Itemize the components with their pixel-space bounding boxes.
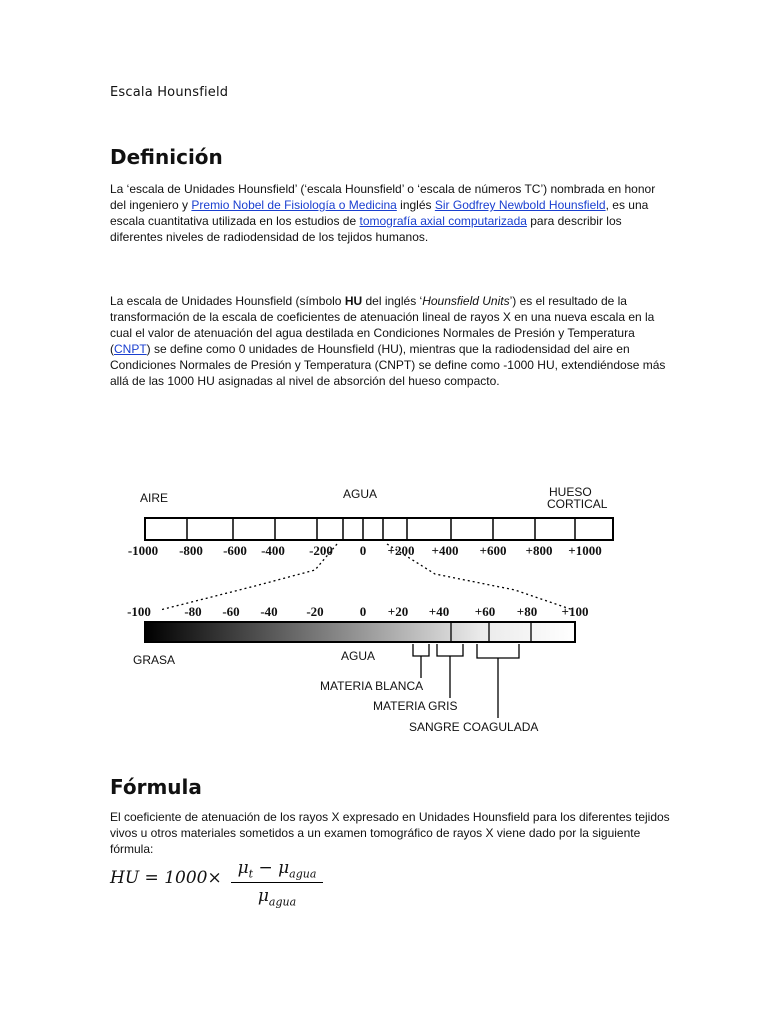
paragraph-definicion (110, 181, 670, 245)
gray-gradient-bar (145, 622, 575, 642)
top-tick: -800 (179, 543, 203, 558)
label-aire: AIRE (140, 491, 169, 505)
top-scale-bar (145, 518, 613, 540)
document-title: Escala Hounsfield (110, 85, 229, 100)
label-sangre-coagulada: SANGRE COAGULADA (409, 720, 539, 734)
text-run: inglés (396, 198, 435, 212)
bottom-tick: +80 (516, 604, 538, 619)
bracket-materia-blanca (413, 644, 429, 656)
italic-hounsfield-units: Hounsfield Units (422, 294, 510, 308)
text-run: para describir los diferentes niveles de radiodensidad de los tejidos humanos. (110, 214, 622, 244)
bold-hu: HU (344, 294, 363, 308)
bottom-tick: +20 (387, 604, 409, 619)
text-run: , es una escala cuantitativa utilizada en los estudios de (110, 198, 649, 228)
link-tomografia[interactable]: tomografía axial computarizada (359, 214, 527, 228)
paragraph-formula: El coeficiente de atenuación de los rayos X expresado en Unidades Hounsfield para los diferentes tejidos vivos u otros materiales sometidos a un examen tomográfico de rayos X viene dado por la siguiente fórmula: (110, 810, 670, 856)
formula-fraction (231, 858, 323, 909)
top-tick: +200 (387, 543, 415, 558)
top-tick: +400 (431, 543, 459, 558)
bottom-tick: +40 (428, 604, 450, 619)
formula-lhs: HU = 1000× (110, 868, 222, 888)
top-tick: -600 (223, 543, 247, 558)
text-run: ) se define como 0 unidades de Hounsfield (HU), mientras que la radiodensidad del aire en Condiciones Normales de Presión y Temperatura (CNPT) se define como -1000 HU, extendiéndose más allá de las 1000 HU asignadas al nivel de absorción del hueso compacto. (110, 342, 666, 388)
bottom-tick: +60 (474, 604, 496, 619)
text-run: del inglés ‘ (362, 294, 423, 308)
label-hueso: HUESO (549, 485, 592, 499)
top-tick: +600 (479, 543, 507, 558)
mu-symbol: μ (257, 886, 269, 907)
link-premio-nobel[interactable]: Premio Nobel de Fisiología o Medicina (191, 198, 397, 212)
formula-numerator (231, 858, 323, 880)
text-run: ’) es el resultado de la transformación de la escala de coeficientes de atenuación lineal de rayos X en una nueva escala en la cual el valor de atenuación del agua destilada en Condiciones Normales de Presión y Temperatura ( (110, 294, 655, 356)
heading-formula: Fórmula (110, 775, 202, 799)
top-tick: -400 (261, 543, 285, 558)
label-grasa: GRASA (133, 653, 176, 667)
text-run: La escala de Unidades Hounsfield (símbolo (110, 294, 345, 308)
link-hounsfield[interactable]: Sir Godfrey Newbold Hounsfield (434, 198, 606, 212)
label-materia-blanca: MATERIA BLANCA (320, 679, 424, 693)
bottom-tick: 0 (359, 604, 367, 619)
sub-agua: agua (289, 867, 317, 881)
hounsfield-scale-figure (115, 478, 635, 740)
bottom-tick: +100 (561, 604, 589, 619)
minus-mu: − μ (253, 858, 290, 878)
paragraph-escala (110, 293, 670, 389)
top-tick: +800 (525, 543, 553, 558)
bottom-tick: -60 (222, 604, 240, 619)
bottom-tick: -80 (184, 604, 202, 619)
bracket-sangre (477, 644, 519, 658)
label-materia-gris: MATERIA GRIS (373, 699, 458, 713)
bottom-tick: -20 (306, 604, 324, 619)
label-agua-top: AGUA (343, 487, 378, 501)
bottom-tick: -100 (127, 604, 151, 619)
mu-symbol: μ (237, 858, 249, 878)
top-tick: +1000 (568, 543, 602, 558)
bottom-tick: -40 (260, 604, 278, 619)
formula-denominator (231, 886, 323, 908)
text-run: La ‘escala de Unidades Hounsfield’ (‘escala Hounsfield’ o ‘escala de números TC’) nombrada en honor del ingeniero y (110, 182, 656, 212)
top-tick: -200 (309, 543, 333, 558)
label-cortical: CORTICAL (547, 497, 608, 511)
top-tick: -1000 (127, 543, 159, 558)
heading-definicion: Definición (110, 145, 223, 169)
sub-t: t (248, 867, 254, 881)
fraction-bar (231, 882, 323, 883)
bracket-materia-gris (437, 644, 463, 656)
link-cnpt[interactable]: CNPT (114, 342, 147, 356)
sub-agua: agua (268, 895, 297, 909)
top-tick: 0 (359, 543, 367, 558)
label-agua-bottom: AGUA (341, 649, 376, 663)
